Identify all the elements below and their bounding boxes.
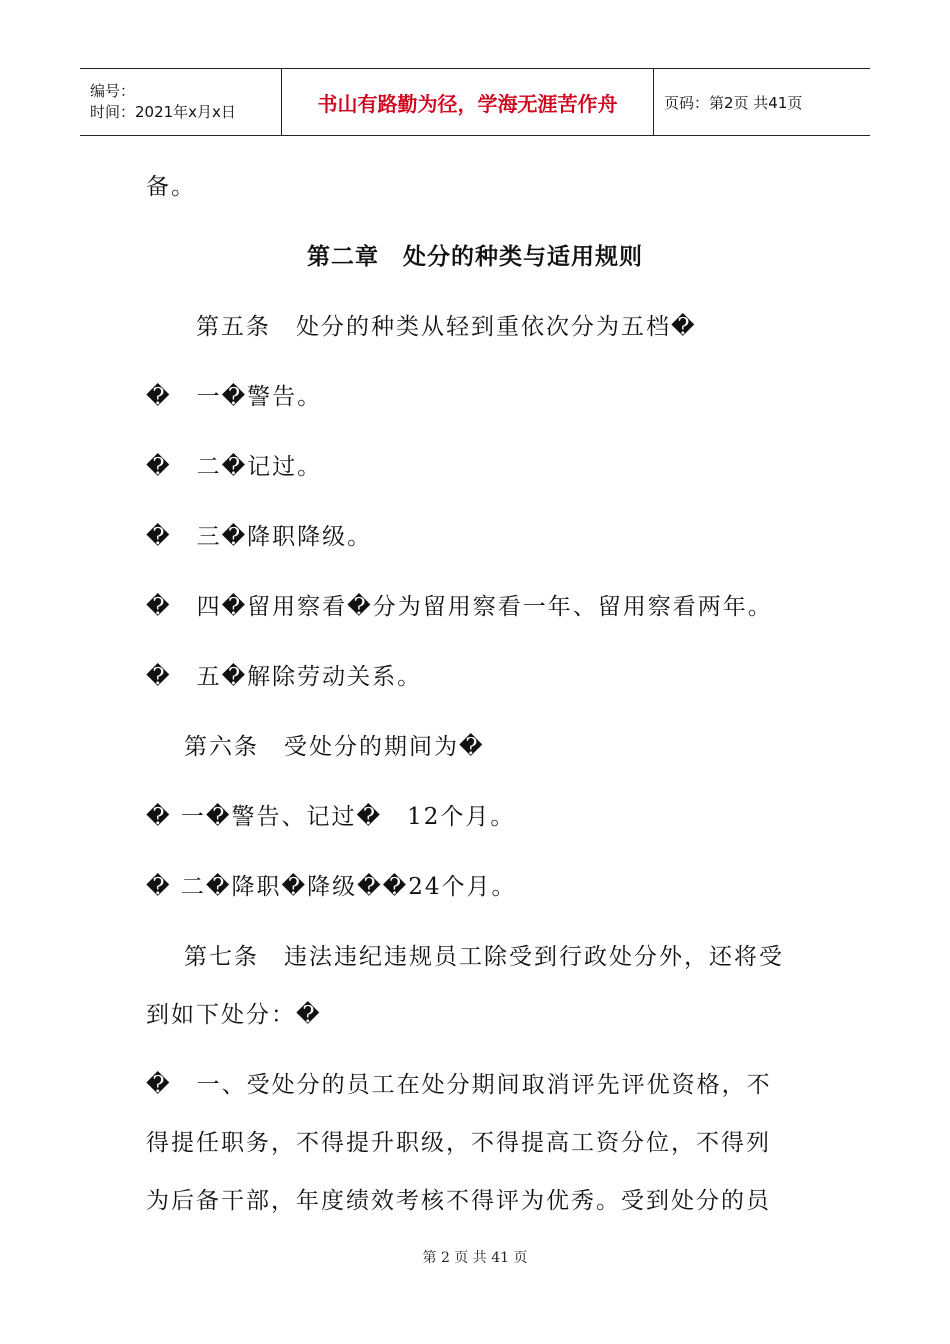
list-item: � 一�警告、记过� 12个月。 [146,804,516,830]
text-line: 到如下处分：� [146,1002,322,1028]
header-meta [80,69,282,135]
text-line: 为后备干部，年度绩效考核不得评为优秀。受到处分的员 [146,1188,771,1214]
header-page-info: 页码：第2页 共41页 [664,93,803,112]
list-item: � 四�留用察看�分为留用察看一年、留用察看两年。 [146,594,773,620]
header-time: 时间：2021年x月x日 [90,103,236,121]
article-5: 第五条 处分的种类从轻到重依次分为五档� [196,314,697,340]
text-line: 得提任职务，不得提升职级，不得提高工资分位，不得列 [146,1130,771,1156]
page-header [80,68,870,136]
text-line-continuation: 备。 [146,174,196,200]
header-number: 编号： [90,82,136,100]
list-item: � 一�警告。 [146,384,323,410]
list-item: � 二�降职�降级��24个月。 [146,874,517,900]
header-motto: 书山有路勤为径，学海无涯苦作舟 [282,69,654,135]
page-footer: 第 2 页 共 41 页 [422,1250,528,1266]
text-line: � 一、受处分的员工在处分期间取消评先评优资格，不 [146,1072,772,1098]
list-item: � 二�记过。 [146,454,323,480]
article-6: 第六条 受处分的期间为� [184,734,485,760]
article-7: 第七条 违法违纪违规员工除受到行政处分外，还将受 [184,944,784,970]
chapter-title: 第二章 处分的种类与适用规则 [307,244,643,270]
list-item: � 五�解除劳动关系。 [146,664,423,690]
list-item: � 三�降职降级。 [146,524,373,550]
